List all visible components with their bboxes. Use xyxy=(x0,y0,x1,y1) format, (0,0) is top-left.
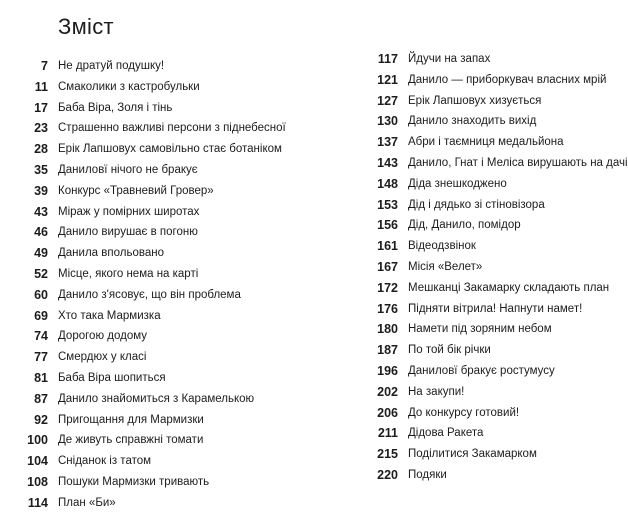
toc-chapter-title: Конкурс «Травневий Гровер» xyxy=(58,184,214,197)
toc-page-number: 114 xyxy=(27,495,48,510)
toc-chapter-title: Даниловї бракує ростумусу xyxy=(408,364,555,377)
toc-chapter-title: По той бік річки xyxy=(408,344,491,357)
toc-chapter-title: Данило з'ясовує, що він проблема xyxy=(58,288,241,301)
toc-page-number: 7 xyxy=(41,59,48,73)
toc-page-number: 23 xyxy=(34,121,48,136)
toc-chapter-title: Данило знаходить вихід xyxy=(408,115,537,128)
toc-page-number: 187 xyxy=(377,343,398,358)
toc-page-number: 161 xyxy=(377,239,398,254)
toc-page-number: 172 xyxy=(377,280,398,295)
toc-page-number: 77 xyxy=(34,350,48,365)
toc-chapter-title: Ерік Лапшовух хизується xyxy=(408,94,542,107)
toc-page-number: 60 xyxy=(34,287,48,302)
toc-chapter-title: Смердюх у класі xyxy=(58,351,147,364)
toc-chapter-title: Смаколики з кастробульки xyxy=(58,80,200,93)
toc-chapter-title: План «Би» xyxy=(58,496,116,509)
toc-chapter-title: Данило знайомиться з Карамелькою xyxy=(58,392,255,405)
toc-page-number: 46 xyxy=(34,225,48,240)
toc-page-number: 202 xyxy=(377,384,398,399)
toc-page-number: 108 xyxy=(27,474,48,489)
toc-chapter-title: Підняти вітрила! Напнути намет! xyxy=(408,302,583,315)
toc-page-number: 167 xyxy=(377,259,398,274)
toc-chapter-title: Місія «Велет» xyxy=(408,260,483,273)
toc-page-number: 117 xyxy=(377,52,398,66)
toc-chapter-title: Міраж у помірних широтах xyxy=(58,205,200,218)
toc-chapter-title: Пошуки Мармизки тривають xyxy=(58,475,210,488)
toc-chapter-title: На закупи! xyxy=(408,385,465,398)
toc-page-number: 153 xyxy=(377,197,398,212)
toc-chapter-title: Баба Віра, Золя і тінь xyxy=(58,101,173,114)
toc-page-number: 180 xyxy=(377,322,398,337)
toc-chapter-title: Баба Віра шопиться xyxy=(58,371,166,384)
toc-page-number: 100 xyxy=(27,433,48,448)
toc-chapter-title: Абри і таємниця медальйона xyxy=(408,136,564,149)
toc-page-number: 49 xyxy=(34,246,48,261)
toc-chapter-title: Даниловї нічого не бракує xyxy=(58,163,198,176)
toc-page-number: 196 xyxy=(377,363,398,378)
toc-chapter-title: Дідова Ракета xyxy=(408,427,484,440)
toc-page-number: 87 xyxy=(34,391,48,406)
toc-chapter-title: Мешканці Закамарку складають план xyxy=(408,281,610,294)
toc-page-number: 17 xyxy=(34,100,48,115)
toc-page-number: 43 xyxy=(34,204,48,219)
toc-page-number: 28 xyxy=(34,142,48,157)
toc-chapter-title: Ерік Лапшовух самовільно стає ботаніком xyxy=(58,143,282,156)
toc-page-number: 176 xyxy=(377,301,398,316)
toc-chapter-title: Поділитися Закамарком xyxy=(408,448,537,461)
toc-page-number: 127 xyxy=(377,93,398,108)
toc-chapter-title: До конкурсу готовий! xyxy=(408,406,520,419)
toc-chapter-title: Подяки xyxy=(408,468,447,481)
toc-chapter-title: Страшенно важливі персони з піднебесної xyxy=(58,122,286,135)
toc-chapter-title: Діда знешкоджено xyxy=(408,177,507,190)
toc-page-number: 92 xyxy=(34,412,48,427)
toc-page-number: 148 xyxy=(377,176,398,191)
toc-chapter-title: Намети під зоряним небом xyxy=(408,323,552,336)
toc-page-number: 52 xyxy=(34,266,48,281)
toc-page-number: 74 xyxy=(34,329,48,344)
toc-chapter-title: Місце, якого нема на карті xyxy=(58,267,199,280)
toc-chapter-title: Дорогою додому xyxy=(58,330,148,343)
toc-page-number: 130 xyxy=(377,114,398,129)
toc-chapter-title: Дід, Данило, помідор xyxy=(408,219,521,232)
toc-page-number: 137 xyxy=(377,135,398,150)
toc-page-number: 104 xyxy=(27,454,48,469)
toc-chapter-title: Хто така Мармизка xyxy=(58,309,161,322)
toc-page-number: 206 xyxy=(377,405,398,420)
toc-chapter-title: Сніданок із татом xyxy=(58,455,152,468)
toc-chapter-title: Данило — приборкувач власних мрій xyxy=(408,73,607,86)
toc-chapter-title: Данило вирушає в погоню xyxy=(58,226,198,239)
toc-chapter-title: Відеодзвінок xyxy=(408,240,476,253)
toc-chapter-title: Йдучи на запах xyxy=(408,53,491,65)
toc-chapter-title: Дід і дядько зі стіновізора xyxy=(408,198,545,211)
toc-chapter-title: Пригощання для Мармизки xyxy=(58,413,204,426)
toc-page-number: 121 xyxy=(377,72,398,87)
toc-page-number: 35 xyxy=(34,162,48,177)
toc-page-number: 156 xyxy=(377,218,398,233)
toc-page-number: 69 xyxy=(34,308,48,323)
toc-page-number: 215 xyxy=(377,447,398,462)
toc-page-number: 211 xyxy=(377,426,398,441)
toc-page-number: 11 xyxy=(34,79,48,94)
toc-page-number: 81 xyxy=(34,370,48,385)
toc-chapter-title: Данило, Гнат і Меліса вирушають на дачі xyxy=(408,156,628,169)
toc-chapter-title: Де живуть справжні томати xyxy=(58,434,204,447)
toc-chapter-title: Данила впольовано xyxy=(58,247,164,260)
toc-chapter-title: Не дратуй подушку! xyxy=(58,60,165,72)
toc-page-number: 143 xyxy=(377,155,398,170)
page-title: Зміст xyxy=(58,14,114,39)
toc-page-number: 220 xyxy=(377,467,398,482)
toc-page-number: 39 xyxy=(34,183,48,198)
